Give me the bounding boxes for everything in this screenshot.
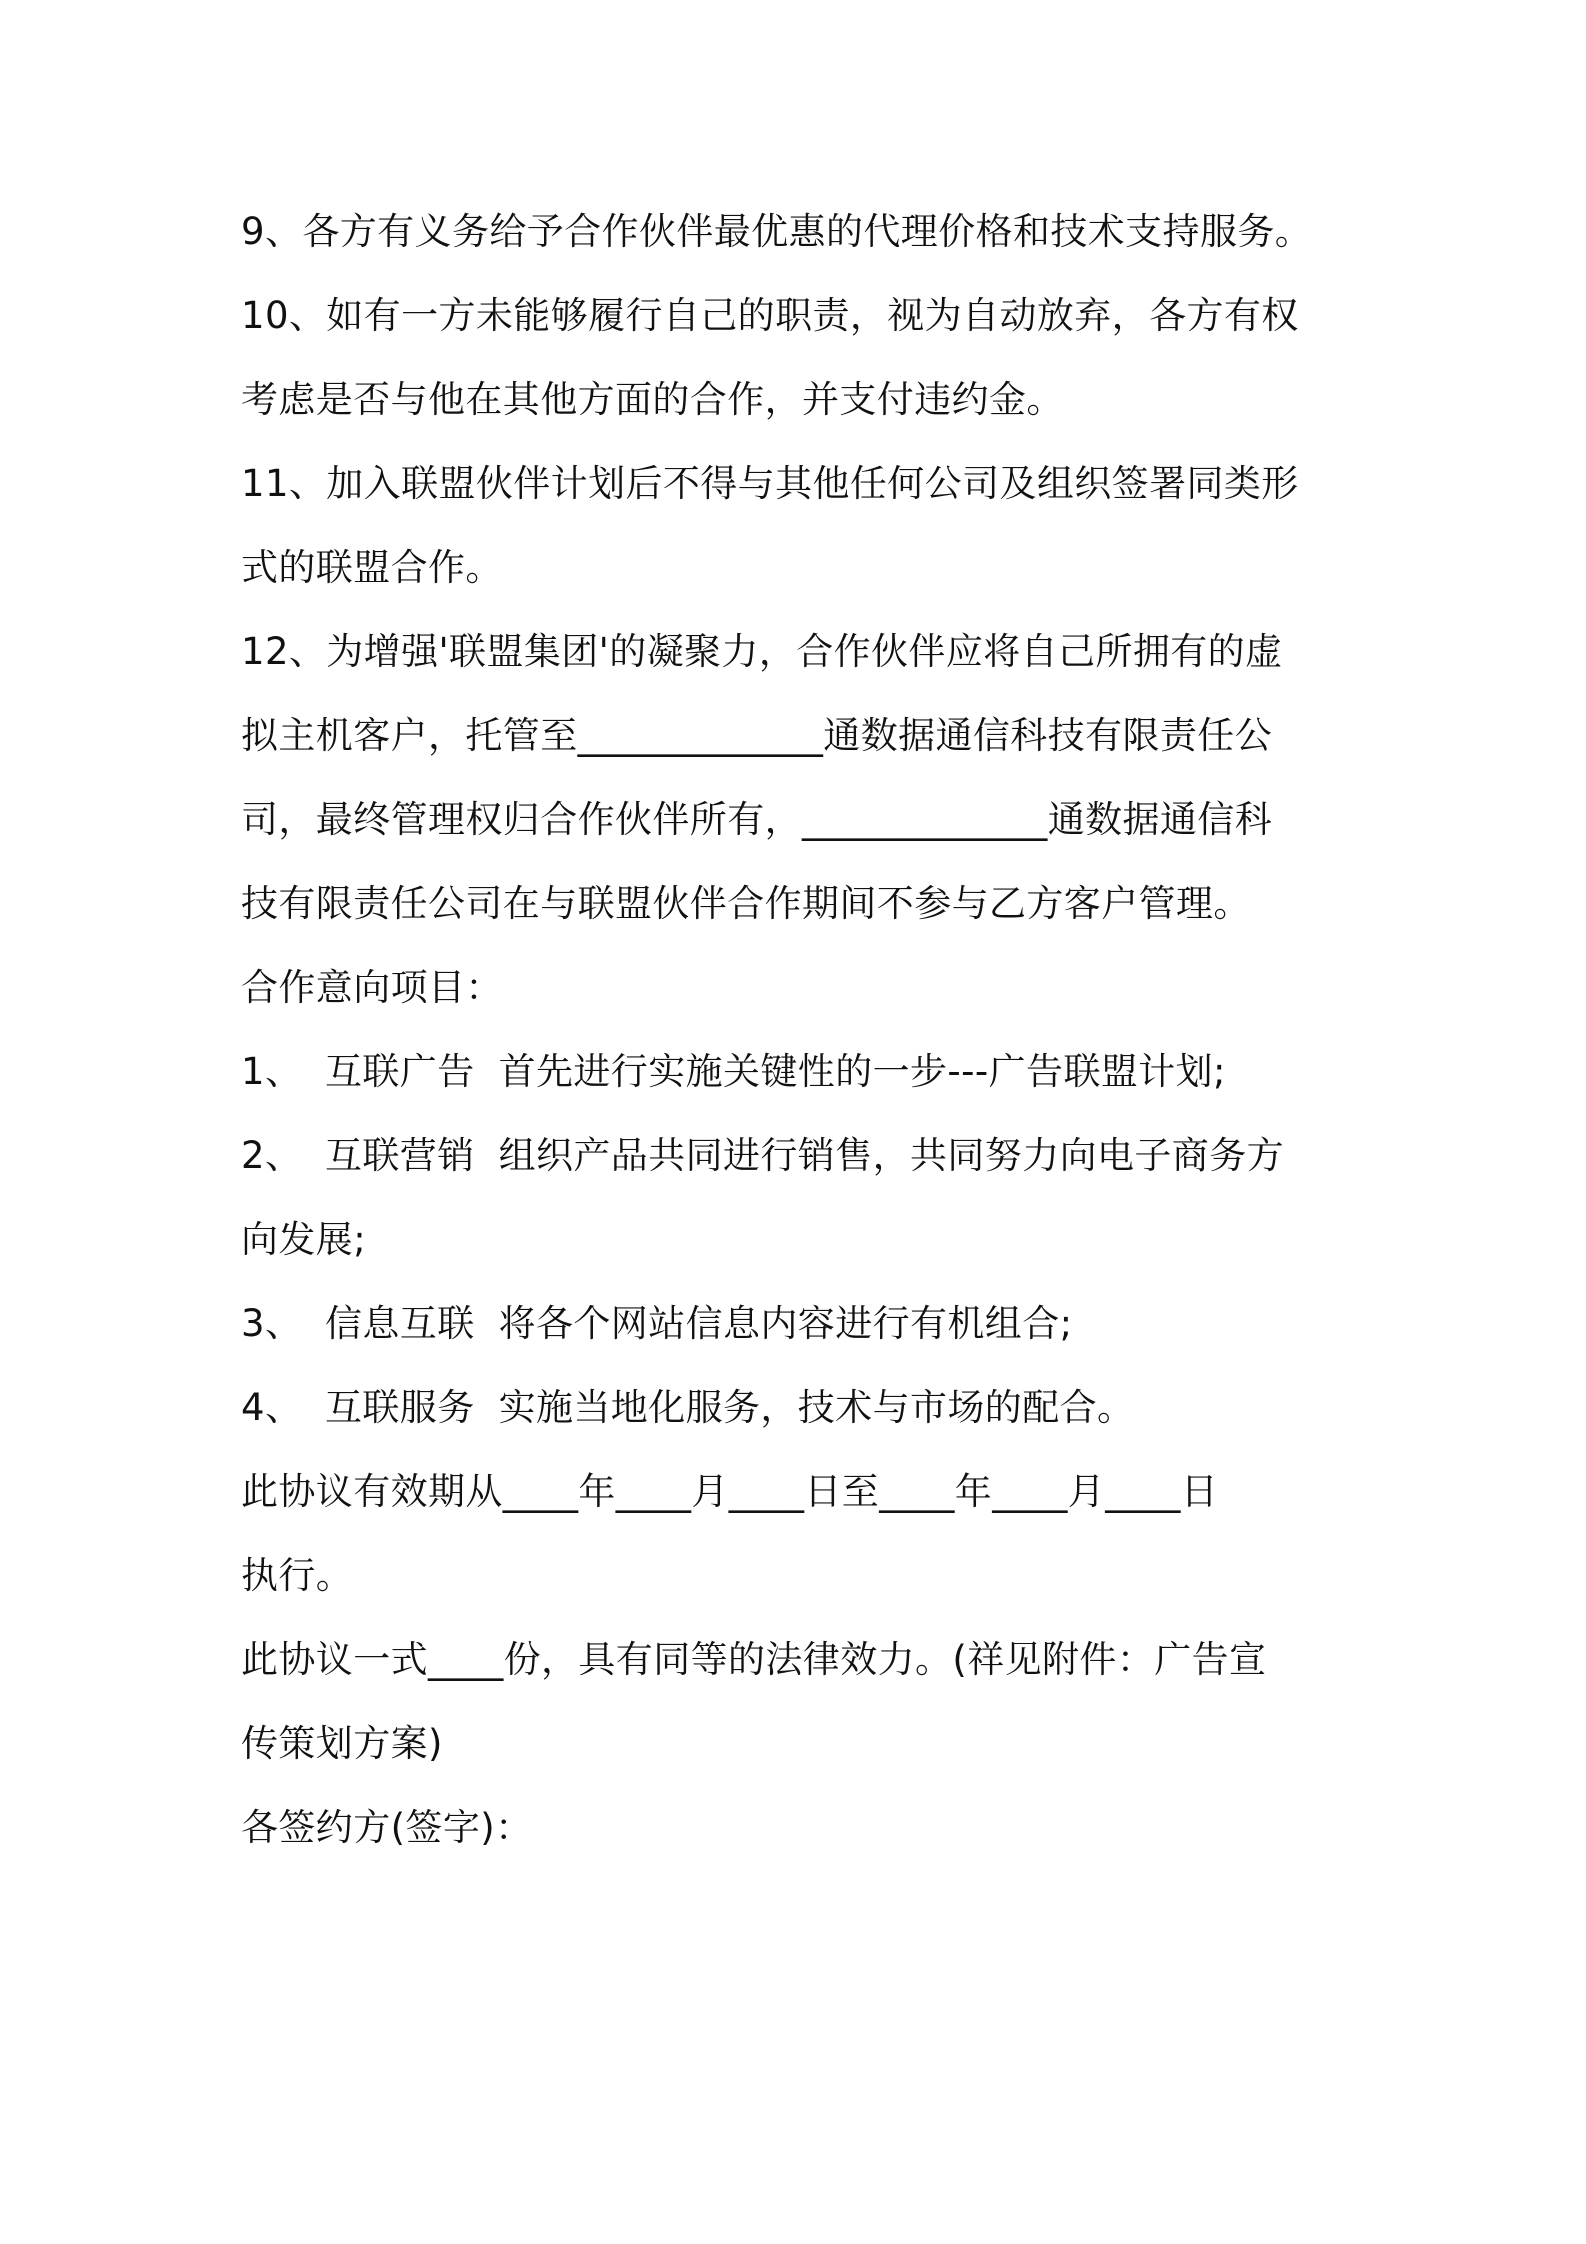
clause-10-line-1: 10、如有一方未能够履行自己的职责，视为自动放弃，各方有权 [241, 294, 1299, 337]
item-term: 互联广告 [325, 1050, 475, 1093]
clause-11-line-1: 11、加入联盟伙伴计划后不得与其他任何公司及组织签署同类形 [241, 462, 1299, 505]
item-term: 互联服务 [325, 1386, 475, 1429]
clause-12-line-1: 12、为增强'联盟集团'的凝聚力，合作伙伴应将自己所拥有的虚 [241, 630, 1283, 673]
cooperation-item-4 [241, 1366, 1381, 1450]
copies-line-2: 传策划方案) [241, 1722, 443, 1765]
item-number: 3、 [241, 1302, 303, 1345]
clause-9-line: 9、各方有义务给予合作伙伴最优惠的代理价格和技术支持服务。 [241, 210, 1313, 253]
clause-10-line-2: 考虑是否与他在其他方面的合作，并支付违约金。 [241, 378, 1064, 421]
cooperation-heading: 合作意向项目： [241, 966, 503, 1009]
item-term: 信息互联 [325, 1302, 475, 1345]
clause-12-line-2: 拟主机客户，托管至_____________通数据通信科技有限责任公 [241, 714, 1273, 757]
clause-11-line-2: 式的联盟合作。 [241, 546, 503, 589]
document-body [241, 190, 1381, 1870]
clause-12-line-3: 司，最终管理权归合作伙伴所有，_____________通数据通信科 [241, 798, 1273, 841]
cooperation-item-3 [241, 1282, 1381, 1366]
copies-line-1: 此协议一式____份，具有同等的法律效力。(祥见附件：广告宣 [241, 1638, 1267, 1681]
item-description: 组织产品共同进行销售，共同努力向电子商务方 [498, 1134, 1285, 1177]
cooperation-item-2-continuation: 向发展; [241, 1218, 367, 1261]
validity-period-line-2: 执行。 [241, 1554, 354, 1597]
signatories-label: 各签约方(签字)： [241, 1806, 533, 1849]
item-number: 1、 [241, 1050, 303, 1093]
item-description: 首先进行实施关键性的一步---广告联盟计划; [498, 1050, 1226, 1093]
cooperation-item-1 [241, 1030, 1381, 1114]
item-description: 实施当地化服务，技术与市场的配合。 [498, 1386, 1135, 1429]
item-description: 将各个网站信息内容进行有机组合; [498, 1302, 1073, 1345]
cooperation-item-2 [241, 1114, 1381, 1198]
item-number: 4、 [241, 1386, 303, 1429]
item-number: 2、 [241, 1134, 303, 1177]
clause-12-line-4: 技有限责任公司在与联盟伙伴合作期间不参与乙方客户管理。 [241, 882, 1251, 925]
item-term: 互联营销 [325, 1134, 475, 1177]
validity-period-line-1: 此协议有效期从____年____月____日至____年____月____日 [241, 1470, 1219, 1513]
